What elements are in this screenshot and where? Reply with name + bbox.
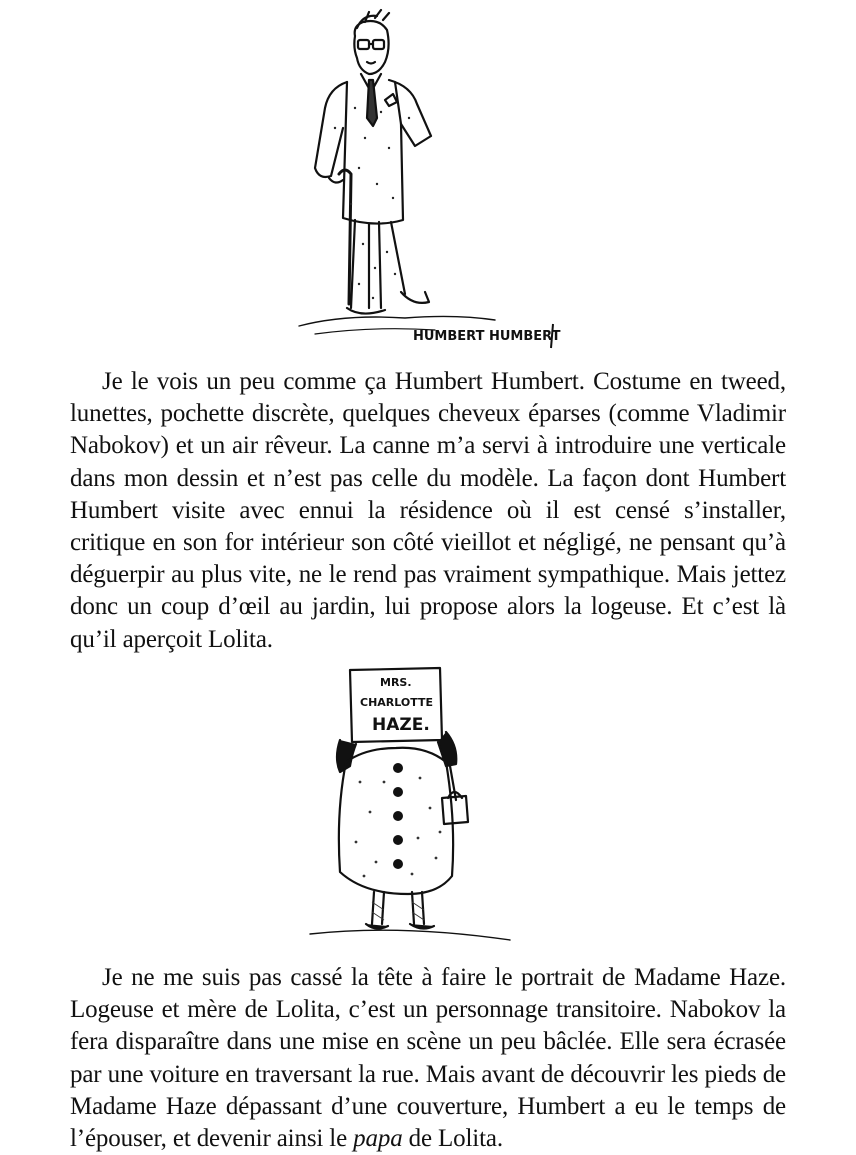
sign-line-3: HAZE. (372, 715, 430, 735)
paragraph-haze-text-end: de Lolita. (402, 1125, 503, 1153)
italic-word-papa: papa (353, 1125, 403, 1153)
woman-in-fur-coat-holding-sign-drawing-icon (300, 662, 520, 952)
sign-line-2: CHARLOTTE (360, 696, 434, 709)
humbert-caption: HUMBERT HUMBERT (413, 329, 561, 344)
humbert-humbert-illustration (285, 8, 575, 358)
paragraph-humbert-description: Je le vois un peu comme ça Humbert Humbert. Costume en tweed, lunettes, pochette discrète, quelques cheveux éparses (comme Vladimir Nabokov) et un air rêveur. La canne m’a servi à introduire une verticale dans mon dessin et n’est pas celle du modèle. La façon dont Humbert Humbert visite avec ennui la résidence où il est censé s’installer, critique en son for intérieur son côté vieillot et négligé, ne pensant qu’à déguerpir au plus vite, ne le rend pas vraiment sympathique. Mais jettez donc un coup d’œil au jardin, lui propose alors la logeuse. Et c’est là qu’il aperçoit Lolita. (70, 368, 786, 653)
man-in-tweed-suit-with-cane-drawing-icon (285, 8, 575, 358)
charlotte-haze-illustration (300, 662, 520, 952)
sign-line-1: MRS. (380, 676, 412, 689)
paragraph-haze-description (70, 962, 786, 1155)
paragraph-haze-text-start: Je ne me suis pas cassé la tête à faire le portrait de Madame Haze. Logeuse et mère de Lolita, c’est un personnage transitoire. Nabokov la fera disparaître dans une mise en scène un peu bâclée. Elle sera écrasée par une voiture en traversant la rue. Mais avant de découvrir les pieds de Madame Haze dépassant d’une couverture, Humbert a eu le temps de l’épouser, et devenir ainsi le (70, 964, 786, 1153)
